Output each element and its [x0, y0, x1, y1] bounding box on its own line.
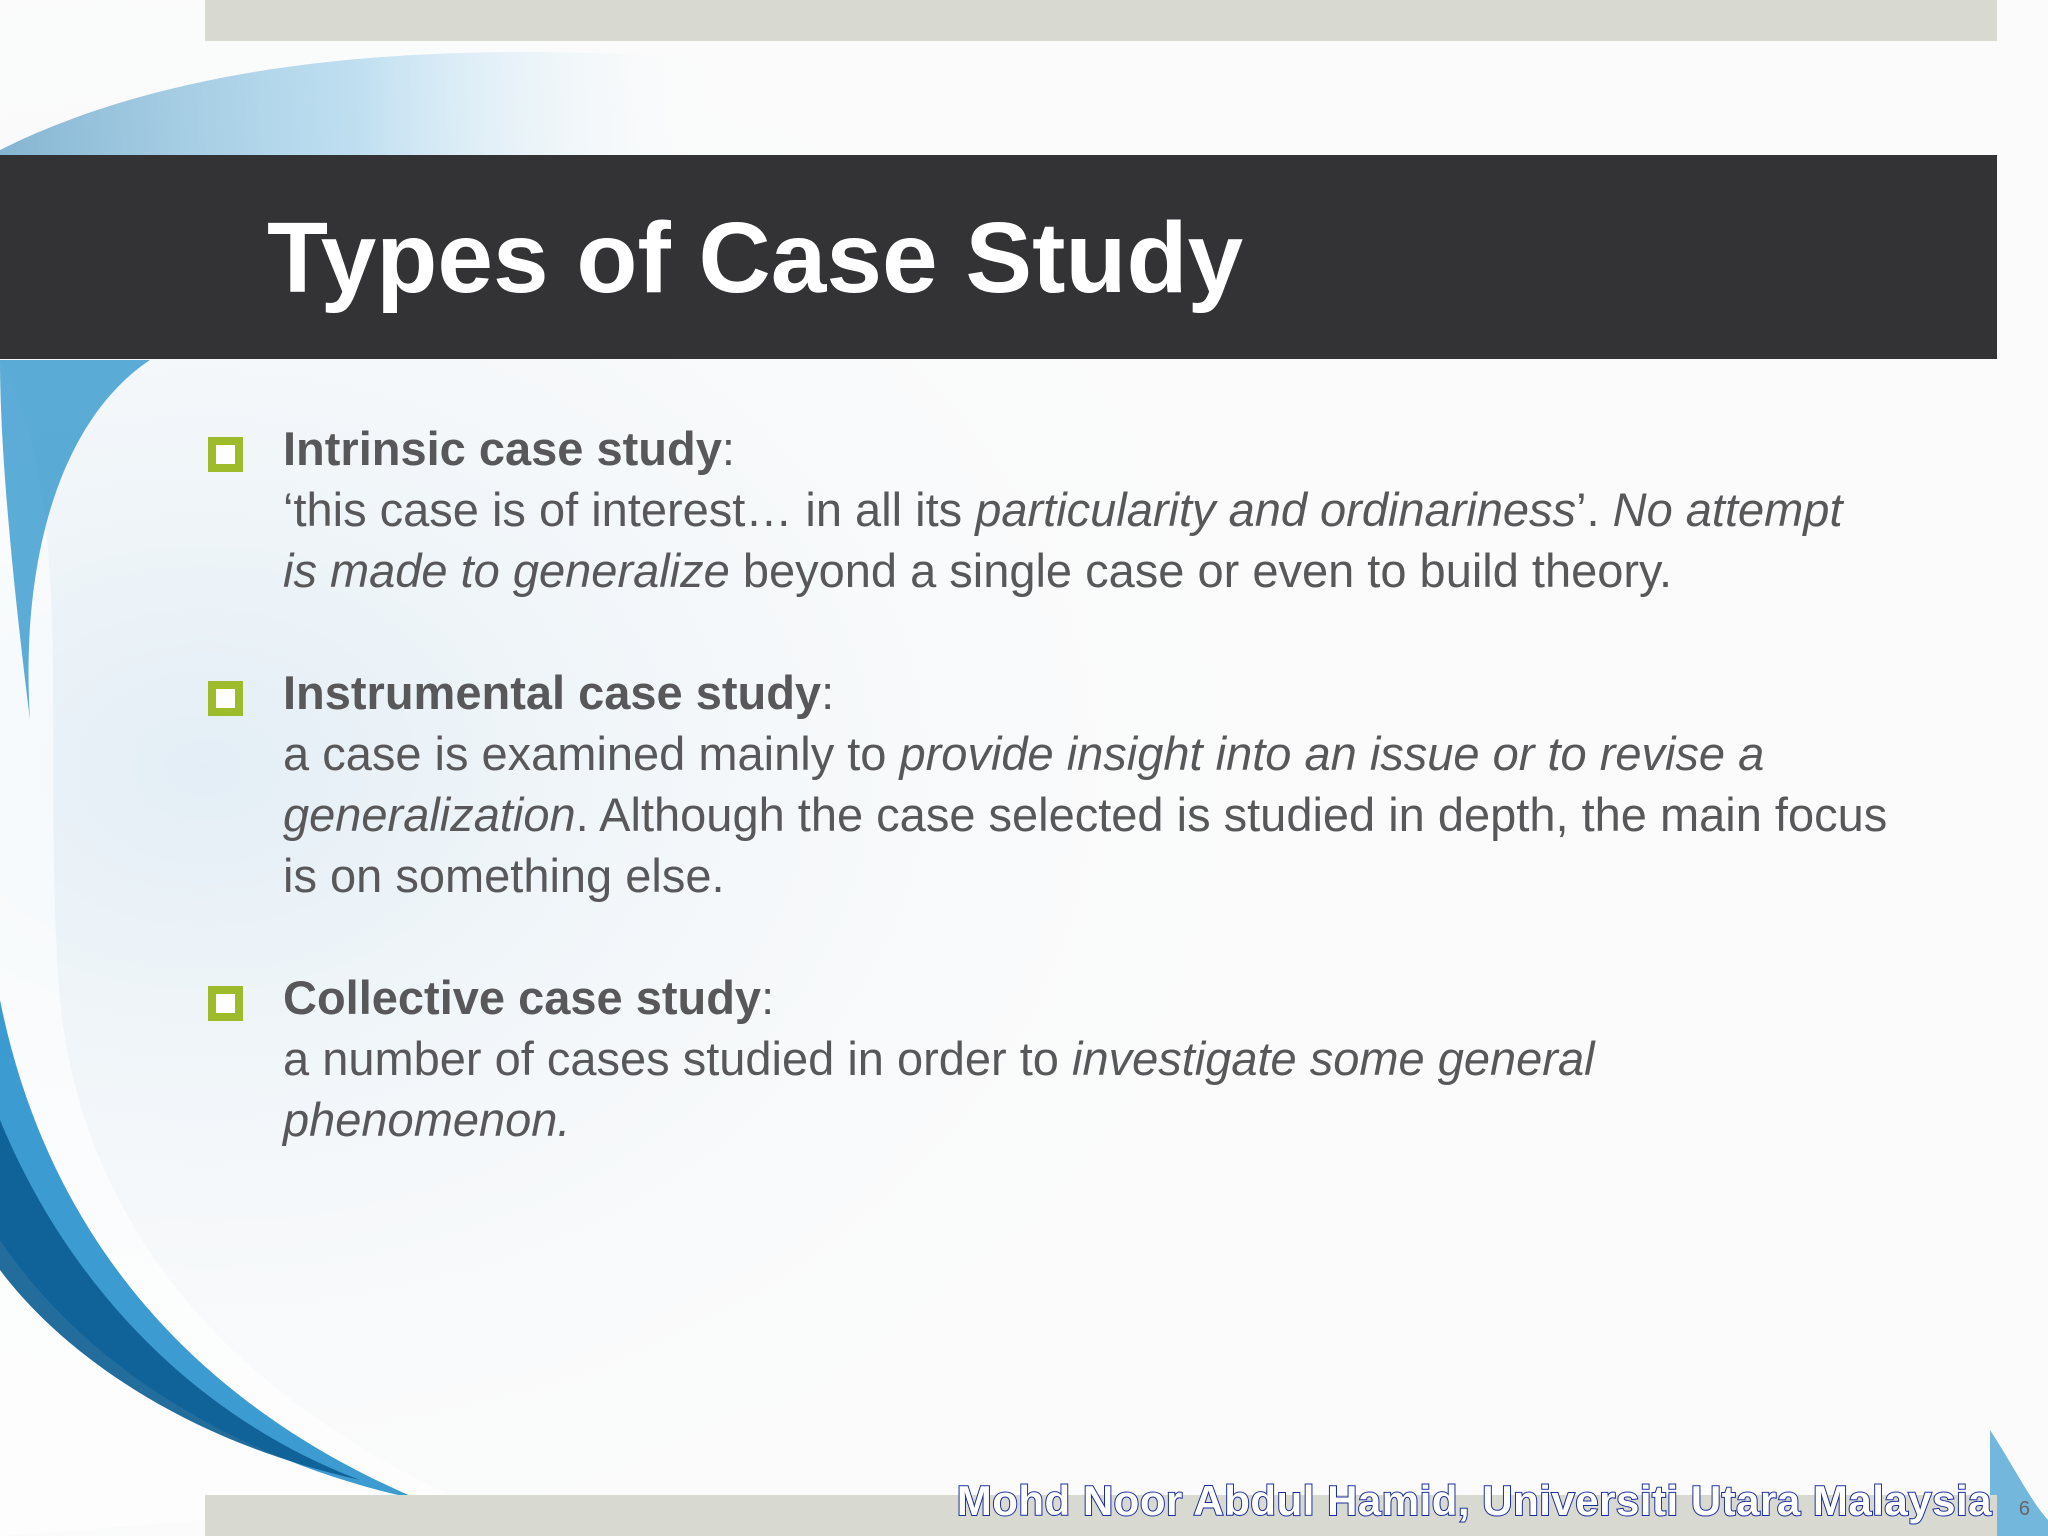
bullet-list: [208, 418, 1888, 1211]
item-description: [283, 1028, 1888, 1150]
list-item: [208, 662, 1888, 906]
item-colon: :: [721, 422, 735, 475]
desc-segment: provide insight into an issue or to revise a generalization: [283, 727, 1765, 841]
desc-segment: . Although the case selected is studied in depth, the main focus is on something else.: [283, 788, 1888, 902]
desc-segment: investigate some general phenomenon.: [283, 1032, 1595, 1146]
item-term: Intrinsic case study: [283, 422, 722, 475]
slide-title: Types of Case Study: [267, 202, 1244, 314]
hollow-square-bullet-icon: [208, 681, 243, 716]
item-heading: [283, 967, 1888, 1028]
desc-segment: ‘this case is of interest… in all its: [283, 483, 976, 536]
desc-segment: particularity and ordinariness: [975, 483, 1577, 536]
item-description: [283, 479, 1888, 601]
desc-segment: a case is examined mainly to: [283, 727, 900, 780]
list-item: [208, 418, 1888, 601]
list-item: [208, 967, 1888, 1150]
desc-segment: ’.: [1576, 483, 1613, 536]
item-term: Instrumental case study: [283, 666, 822, 719]
hollow-square-bullet-icon: [208, 437, 243, 472]
item-heading: [283, 662, 1888, 723]
item-colon: :: [821, 666, 835, 719]
item-heading: [283, 418, 1888, 479]
item-colon: :: [761, 971, 775, 1024]
page-number: 6: [2018, 1498, 2030, 1520]
author-credit: Mohd Noor Abdul Hamid, Universiti Utara Malaysia: [956, 1477, 1992, 1524]
desc-segment: beyond a single case or even to build theory.: [729, 544, 1673, 597]
item-description: [283, 723, 1888, 906]
top-accent-strip: [205, 0, 1997, 41]
item-term: Collective case study: [283, 971, 762, 1024]
desc-segment: a number of cases studied in order to: [283, 1032, 1072, 1085]
desc-segment: No attempt is made to generalize: [283, 483, 1843, 597]
hollow-square-bullet-icon: [208, 986, 243, 1021]
